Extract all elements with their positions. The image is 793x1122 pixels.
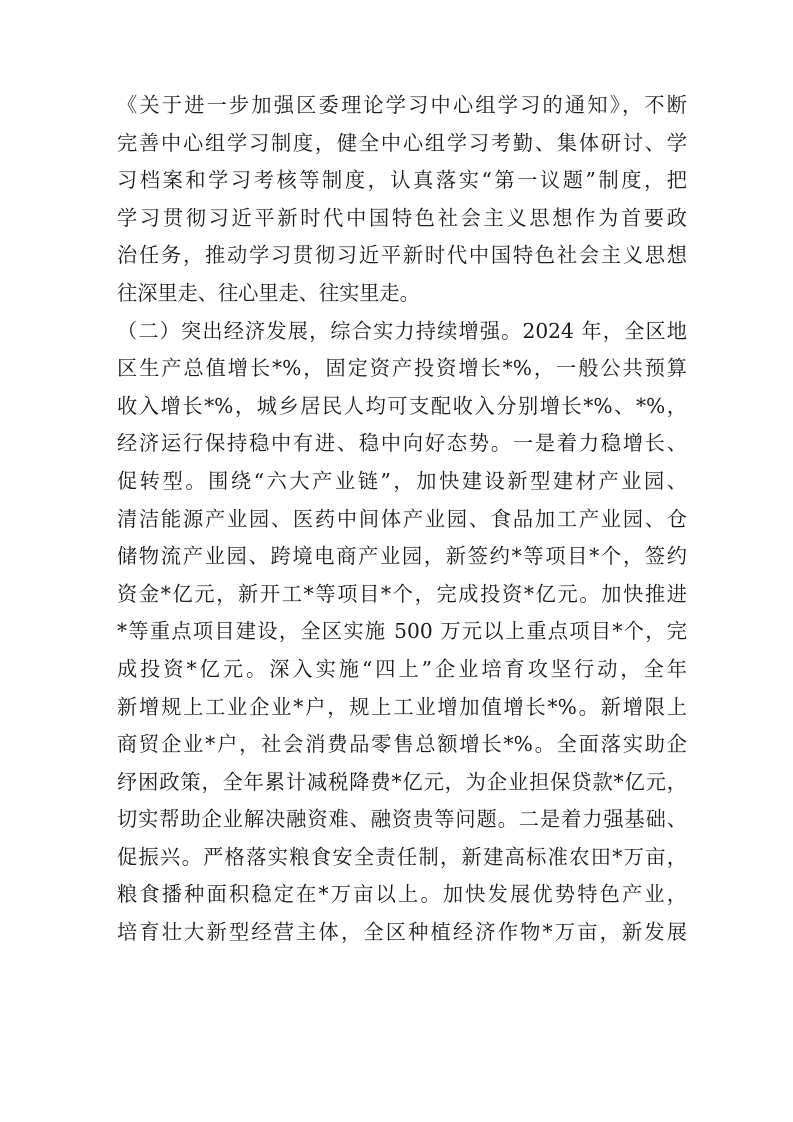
text-line: 习档案和学习考核等制度，认真落实“第一议题”制度，把 bbox=[117, 168, 687, 193]
text-line: 完善中心组学习制度，健全中心组学习考勤、集体研讨、学 bbox=[117, 130, 687, 155]
text-line: 经济运行保持稳中有进、稳中向好态势。一是着力稳增长、 bbox=[117, 431, 687, 456]
text-line: 新增规上工业企业*户，规上工业增加值增长*%。新增限上 bbox=[117, 694, 687, 719]
text-line: 区生产总值增长*%，固定资产投资增长*%，一般公共预算 bbox=[117, 356, 687, 381]
text-line: 收入增长*%，城乡居民人均可支配收入分别增长*%、*%， bbox=[117, 393, 687, 418]
text-line: 纾困政策，全年累计减税降费*亿元，为企业担保贷款*亿元， bbox=[117, 769, 687, 794]
text-line: 商贸企业*户，社会消费品零售总额增长*%。全面落实助企 bbox=[117, 732, 687, 757]
text-line: 储物流产业园、跨境电商产业园，新签约*等项目*个，签约 bbox=[117, 544, 687, 569]
text-line: 促振兴。严格落实粮食安全责任制，新建高标准农田*万亩， bbox=[117, 844, 687, 869]
document-body bbox=[117, 87, 687, 952]
text-line: 粮食播种面积稳定在*万亩以上。加快发展优势特色产业， bbox=[117, 882, 687, 907]
text-line: 培育壮大新型经营主体，全区种植经济作物*万亩，新发展 bbox=[117, 920, 687, 945]
text-line: 清洁能源产业园、医药中间体产业园、食品加工产业园、仓 bbox=[117, 506, 687, 531]
text-line-paragraph-end: 往深里走、往心里走、往实里走。 bbox=[117, 280, 420, 305]
text-line: 促转型。围绕“六大产业链”，加快建设新型建材产业园、 bbox=[117, 468, 687, 493]
text-line: *等重点项目建设，全区实施 500 万元以上重点项目*个，完 bbox=[117, 619, 687, 644]
text-line: 《关于进一步加强区委理论学习中心组学习的通知》，不断 bbox=[117, 93, 687, 117]
text-line: 成投资*亿元。深入实施“四上”企业培育攻坚行动，全年 bbox=[117, 656, 687, 681]
text-line: 切实帮助企业解决融资难、融资贵等问题。二是着力强基础、 bbox=[117, 807, 687, 832]
text-line: 资金*亿元，新开工*等项目*个，完成投资*亿元。加快推进 bbox=[117, 581, 687, 606]
text-line: 治任务，推动学习贯彻习近平新时代中国特色社会主义思想 bbox=[117, 243, 687, 268]
text-line-section-heading: （二）突出经济发展，综合实力持续增强。2024 年，全区地 bbox=[117, 318, 687, 343]
text-line: 学习贯彻习近平新时代中国特色社会主义思想作为首要政 bbox=[117, 205, 687, 230]
